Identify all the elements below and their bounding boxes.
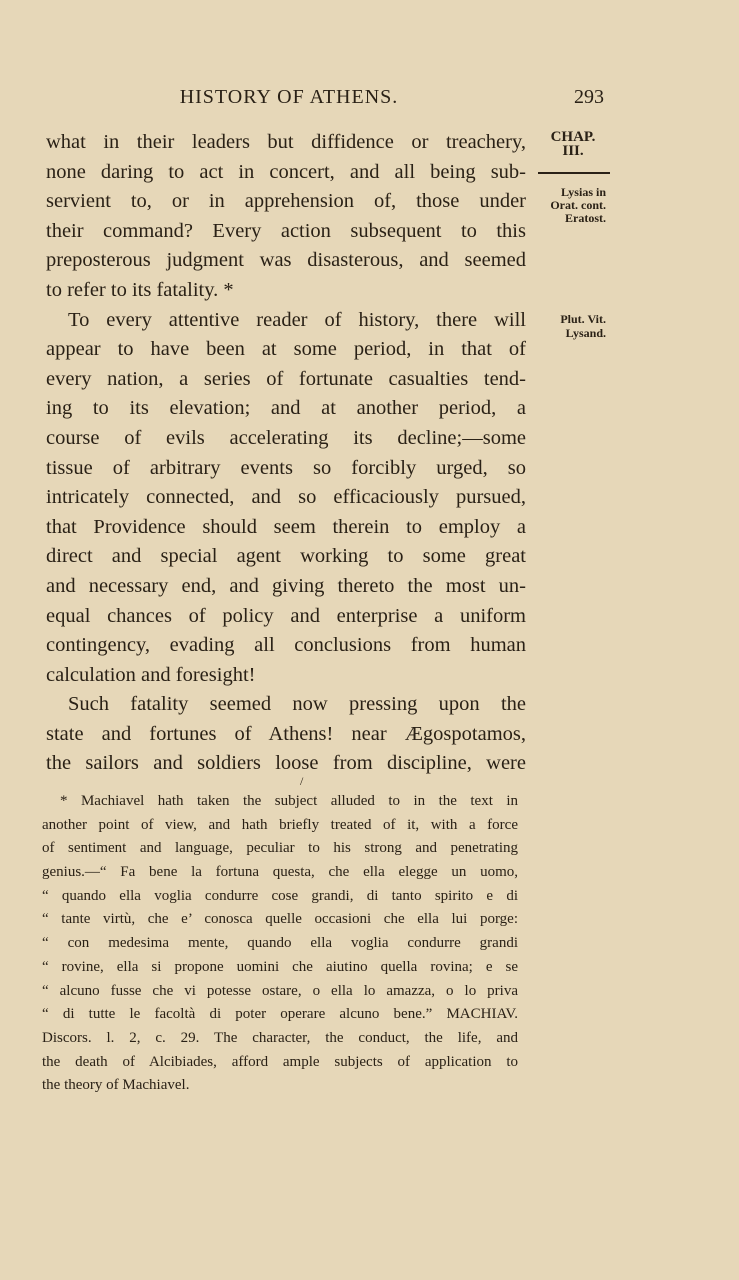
footnote <box>42 790 518 1098</box>
text-line: every nation, a series of fortunate casualties tend- <box>46 367 526 390</box>
text-line: equal chances of policy and enterprise a uniform <box>46 604 526 627</box>
footnote-line: the theory of Machiavel. <box>42 1077 190 1094</box>
text-line: appear to have been at some period, in that of <box>46 338 526 361</box>
text-line: what in their leaders but diffidence or treachery, <box>46 131 526 153</box>
text-line: contingency, evading all conclusions from human <box>46 634 526 657</box>
footnote-divider: / <box>300 774 304 788</box>
chapter-rule <box>538 172 610 174</box>
text-line: and necessary end, and giving thereto the most un- <box>46 574 526 597</box>
footnote-line: “ alcuno fusse che vi potesse ostare, o ella lo amazza, o lo priva <box>42 982 518 999</box>
text-line: servient to, or in apprehension of, those under <box>46 190 526 213</box>
text-line: that Providence should seem therein to employ a <box>46 515 526 538</box>
text-line: the sailors and soldiers loose from discipline, were <box>46 752 526 775</box>
chapter-marker: CHAP. III. <box>550 129 596 159</box>
page-number: 293 <box>574 86 604 108</box>
footnote-line: the death of Alcibiades, afford ample subjects of application to <box>42 1053 518 1070</box>
text-line: Such fatality seemed now pressing upon the <box>68 693 526 716</box>
footnote-line: another point of view, and hath briefly treated of it, with a force <box>42 816 518 833</box>
body-text <box>46 128 526 779</box>
text-line: To every attentive reader of history, there will <box>68 308 526 331</box>
text-line: ing to its elevation; and at another period, a <box>46 397 526 420</box>
footnote-line: “ tante virtù, che e’ conosca quelle occasioni che ella lui porge: <box>42 911 518 928</box>
footnote-line: of sentiment and language, peculiar to his strong and penetrating <box>42 840 518 857</box>
text-line: none daring to act in concert, and all being sub- <box>46 160 526 183</box>
footnote-line: “ con medesima mente, quando ella voglia condurre grandi <box>42 935 518 952</box>
margin-note-plutarch: Plut. Vit. Lysand. <box>560 312 606 340</box>
text-line: direct and special agent working to some great <box>46 545 526 568</box>
text-line: state and fortunes of Athens! near Ægospotamos, <box>46 722 526 745</box>
footnote-line: “ rovine, ella si propone uomini che aiutino quella rovina; e se <box>42 958 518 975</box>
running-header: HISTORY OF ATHENS. <box>179 86 399 108</box>
footnote-line: * Machiavel hath taken the subject alluded to in the text in <box>60 793 518 809</box>
margin-note-lysias: Lysias in Orat. cont. Eratost. <box>550 185 606 225</box>
footnote-line: genius.—“ Fa bene la fortuna questa, che ella elegge un uomo, <box>42 864 518 881</box>
text-line: their command? Every action subsequent to this <box>46 219 526 242</box>
footnote-line: Discors. l. 2, c. 29. The character, the conduct, the life, and <box>42 1029 518 1046</box>
text-line: calculation and foresight! <box>46 663 256 686</box>
text-line: to refer to its fatality. * <box>46 278 234 301</box>
footnote-line: “ quando ella voglia condurre cose grandi, di tanto spirito e di <box>42 887 518 904</box>
footnote-line: “ di tutte le facoltà di poter operare alcuno bene.” MACHIAV. <box>42 1006 518 1023</box>
text-line: preposterous judgment was disasterous, and seemed <box>46 249 526 272</box>
text-line: tissue of arbitrary events so forcibly urged, so <box>46 456 526 479</box>
text-line: course of evils accelerating its decline;—some <box>46 426 526 449</box>
text-line: intricately connected, and so efficaciously pursued, <box>46 486 526 509</box>
